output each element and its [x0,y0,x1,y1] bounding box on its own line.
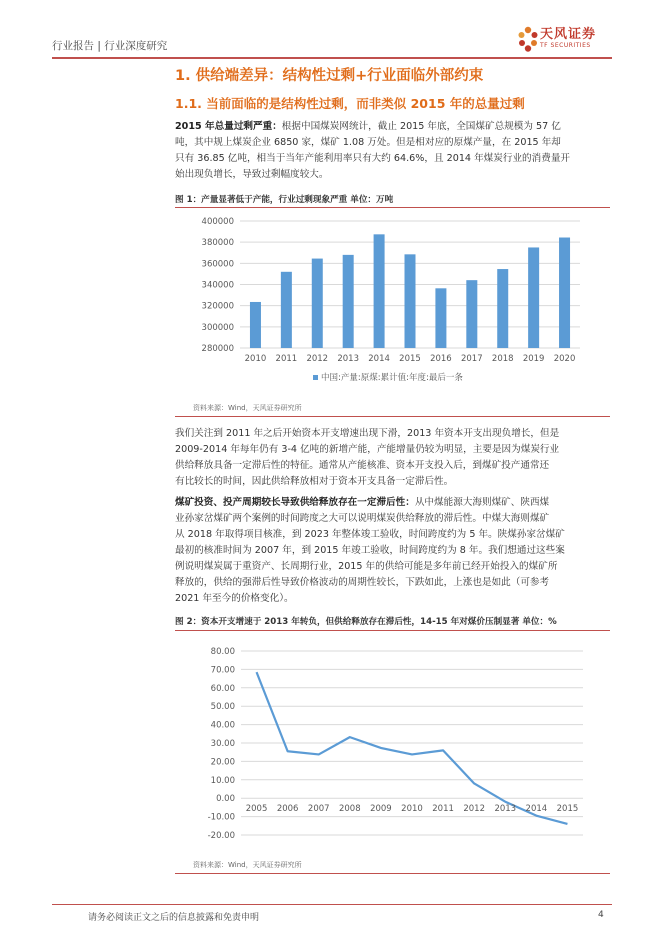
bar [343,255,354,348]
x-tick-label: 2010 [401,804,423,815]
y-tick-label: -20.00 [207,831,235,841]
x-tick-label: 2018 [491,354,514,364]
paragraph-1-lead: 2015 年总量过剩严重： [175,121,282,132]
x-tick-label: 2014 [525,804,548,815]
figure-2-caption: 图 2：资本开支增速于 2013 年转负，但供给释放存在滞后性，14-15 年对煤价压制显著 单位：% [175,617,557,627]
figure-1-bottom-rule [175,416,610,417]
x-tick-label: 2012 [463,804,486,815]
paragraph-line: 我们关注到 2011 年之后开始资本开支增速出现下滑，2013 年资本开支出现负增长，但是 [175,428,560,439]
paragraph-line: 根据中国煤炭网统计，截止 2015 年底，全国煤矿总规模为 57 亿 [281,121,561,132]
y-tick-label: 300000 [201,322,234,333]
series-line [257,672,568,824]
y-tick-label: 280000 [201,344,234,354]
x-tick-label: 2013 [337,354,360,364]
y-tick-label: 340000 [201,280,234,291]
x-tick-label: 2005 [245,804,268,815]
x-tick-label: 2015 [399,354,421,364]
x-tick-label: 2012 [306,354,329,364]
bar [528,247,539,348]
x-tick-label: 2006 [276,804,299,815]
paragraph-line: 从 2018 年取得项目核准，到 2023 年整体竣工验收，时间跨度约为 5 年。陕煤孙家岔煤矿 [175,529,565,540]
y-tick-label: -10.00 [207,812,235,823]
tf-logo-icon [517,24,539,56]
y-tick-label: 40.00 [210,720,235,731]
paragraph-line: 最初的核准时间为 2007 年，到 2015 年竣工验收，时间跨度约为 8 年。我们想通过这些案 [175,545,565,556]
y-tick-label: 0.00 [216,794,235,805]
paragraph-line: 只有 36.85 亿吨，相当于当年产能利用率只有大约 64.6%，且 2014 年煤炭行业的消费量开 [175,153,571,164]
x-tick-label: 2019 [522,354,545,364]
legend-label: 中国:产量:原煤:累计值:年度:最后一条 [321,373,463,383]
paragraph-1 [175,119,610,183]
x-tick-label: 2008 [338,804,361,815]
bar [497,269,508,348]
x-tick-label: 2020 [553,354,576,364]
bar [312,259,323,348]
x-tick-label: 2011 [432,804,454,815]
figure-1-source: 资料来源：Wind，天风证券研究所 [193,404,302,412]
section-heading: 1. 供给端差异：结构性过剩+行业面临外部约束 [175,68,484,84]
figure-2-line-chart [175,636,610,848]
x-tick-label: 2014 [368,354,390,364]
paragraph-3 [175,495,610,607]
paragraph-line: 从中煤能源大海则煤矿、陕西煤 [414,497,550,508]
paragraph-line: 吨，其中规上煤炭企业 6850 家，煤矿 1.08 万处。但是相对应的原煤产量，在 2015 年却 [175,137,561,148]
x-tick-label: 2011 [275,354,298,364]
logo-en: TF SECURITIES [540,42,591,49]
legend-swatch [313,375,318,380]
paragraph-line: 供给释放具备一定滞后性的特征。通常从产能核准、资本开支投入后，到煤矿投产通常还 [175,460,550,471]
bar [405,254,416,348]
report-type-label: 行业报告 | 行业深度研究 [52,40,168,52]
y-tick-label: 50.00 [210,702,235,713]
paragraph-line: 例说明煤炭属于重资产、长周期行业，2015 年的供给可能是多年前已经开始投入的煤矿所 [175,561,558,572]
y-tick-label: 80.00 [210,647,235,657]
paragraph-3-lead: 煤矿投资、投产周期较长导致供给释放存在一定滞后性： [175,497,415,508]
x-tick-label: 2016 [430,354,452,364]
x-tick-label: 2007 [307,804,330,815]
figure-2-rule [175,630,610,631]
x-tick-label: 2009 [370,804,392,815]
bar [435,288,446,348]
figure-2-bottom-rule [175,873,610,874]
x-tick-label: 2017 [460,354,483,364]
logo-name: 天风证券 [540,27,597,42]
y-tick-label: 60.00 [210,683,235,694]
y-tick-label: 380000 [201,238,234,249]
paragraph-line: 有比较长的时间，因此供给释放相对于资本开支具备一定滞后性。 [175,476,454,487]
paragraph-line: 2021 年至今的价格变化）。 [175,593,294,604]
page-number: 4 [598,910,604,920]
y-tick-label: 30.00 [210,739,235,749]
footer-disclaimer: 请务必阅读正文之后的信息披露和免责申明 [88,913,260,923]
y-tick-label: 360000 [201,259,234,270]
bar [250,302,261,348]
x-tick-label: 2015 [556,804,579,815]
footer-rule [52,904,612,905]
paragraph-line: 始出现负增长，导致过剩幅度较大。 [175,169,329,180]
y-tick-label: 320000 [201,301,234,312]
figure-2-source: 资料来源：Wind，天风证券研究所 [193,861,302,869]
paragraph-2 [175,426,610,490]
y-tick-label: 10.00 [210,775,235,786]
x-tick-label: 2013 [494,804,517,815]
bar [374,234,385,348]
figure-1-bar-chart [175,210,610,395]
figure-1-rule [175,207,610,208]
x-tick-label: 2010 [244,354,267,364]
paragraph-line: 业孙家岔煤矿两个案例的时间跨度之大可以说明煤炭供给释放的滞后性。中煤大海则煤矿 [175,513,550,524]
figure-1-caption: 图 1：产量显著低于产能，行业过剩现象严重 单位：万吨 [175,195,394,205]
y-tick-label: 20.00 [210,757,235,768]
header-rule [52,57,612,59]
paragraph-line: 2009-2014 年每年仍有 3-4 亿吨的新增产能，产能增量仍较为明显，主要是因为煤炭行业 [175,444,560,455]
paragraph-line: 释放的，供给的强滞后性导致价格波动的周期性较长，下跌如此，上涨也是如此（可参考 [175,577,550,588]
y-tick-label: 70.00 [210,665,235,676]
subsection-heading: 1.1. 当前面临的是结构性过剩，而非类似 2015 年的总量过剩 [175,96,525,111]
bar [281,272,292,348]
bar [466,280,477,348]
bar [559,238,570,348]
y-tick-label: 400000 [201,217,234,227]
